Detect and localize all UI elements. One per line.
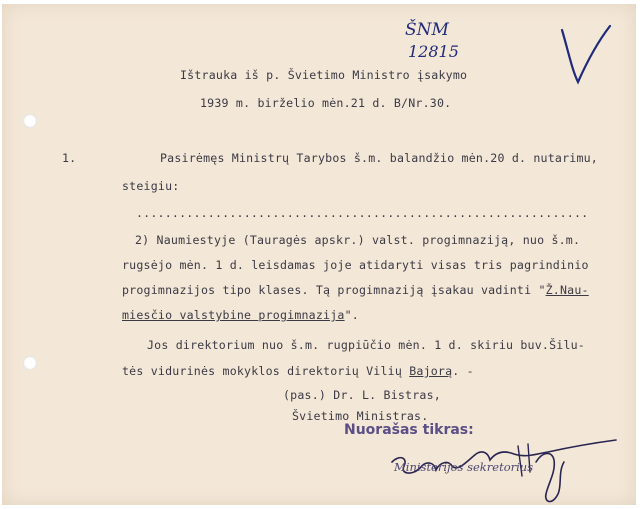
- paragraph-2-line-1: 2) Naumiestyje (Tauragės apskr.) valst. progimnaziją, nuo š.m.: [135, 233, 581, 247]
- signature-line-1: (pas.) Dr. L. Bistras,: [283, 388, 441, 402]
- director-surname: Bajorą: [409, 364, 453, 378]
- school-name-part-2: miesčio valstybine progimnazija: [122, 308, 345, 322]
- school-name-part-1: Ž.Nau-: [545, 283, 589, 297]
- paragraph-1-line-1: Pasirėmęs Ministrų Tarybos š.m. balandžio mėn.20 d. nutarimu,: [160, 151, 598, 165]
- paragraph-3-line-2-end: . -: [452, 364, 474, 378]
- paragraph-1-line-2: steigiu:: [122, 179, 180, 193]
- document-date-ref: 1939 m. birželio mėn.21 d. B/Nr.30.: [200, 96, 452, 110]
- item-number: 1.: [62, 151, 77, 165]
- certification-stamp: Nuorašas tikras:: [344, 422, 474, 438]
- paragraph-3-line-2: [122, 364, 474, 378]
- document-title: Ištrauka iš p. Švietimo Ministro įsakymo: [180, 68, 468, 82]
- paragraph-3-line-1: Jos direktorium nuo š.m. rugpiūčio mėn. 1 d. skiriu buv.Šilu-: [147, 338, 585, 352]
- paragraph-2-line-2: rugsėjo mėn. 1 d. leisdamas joje atidaryti visas tris pagrindinio: [122, 258, 589, 272]
- archive-mark-line2: 12815: [408, 42, 459, 61]
- dotted-separator: ...............................................................: [136, 206, 589, 220]
- punch-hole-top: [23, 114, 37, 128]
- secretary-role-stamp: Ministerijos sekretorius: [394, 460, 534, 474]
- archive-mark-line1: ŠNM: [405, 20, 449, 40]
- paragraph-2-line-4-end: ".: [344, 308, 359, 322]
- paragraph-2-line-3-text: progimnazijos tipo klases. Tą progimnaziją įsakau vadinti ": [122, 283, 546, 297]
- paragraph-2-line-3: [122, 283, 589, 297]
- document-page: [2, 4, 636, 505]
- paragraph-2-line-4: [122, 308, 359, 322]
- paragraph-3-line-2-text: tės vidurinės mokyklos direktorių Vilių: [122, 364, 410, 378]
- check-mark-icon: [558, 24, 614, 90]
- signature-line-2: Švietimo Ministras.: [292, 409, 429, 423]
- punch-hole-bottom: [23, 356, 37, 370]
